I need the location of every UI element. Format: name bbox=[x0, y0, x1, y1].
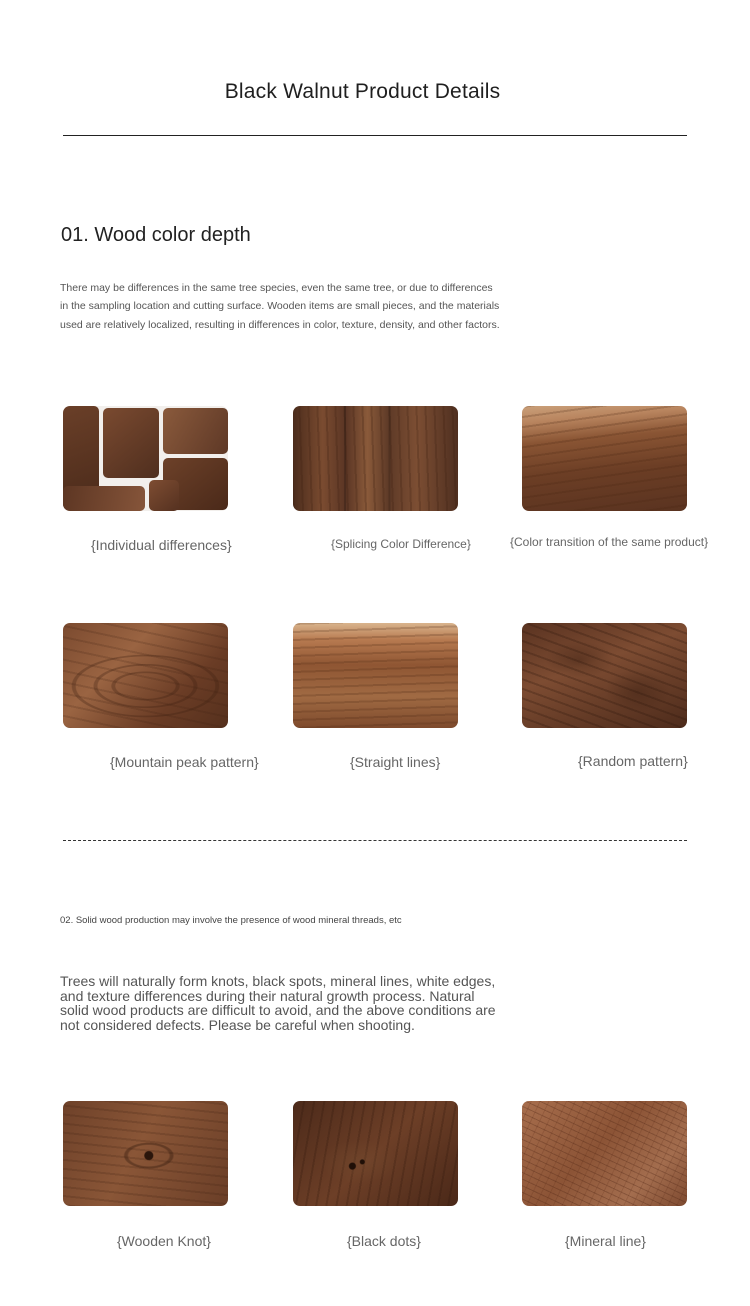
mountain-peak-pattern-image bbox=[63, 623, 228, 728]
section-divider bbox=[63, 840, 687, 841]
mountain-peak-pattern-caption: {Mountain peak pattern} bbox=[110, 754, 259, 770]
color-transition-image bbox=[522, 406, 687, 511]
section-2-description: Trees will naturally form knots, black spots, mineral lines, white edges, and texture differences during their natural growth process. Natural solid wood products are difficult to avoid, and the above conditions are not considered defects. Please be careful when shooting. bbox=[60, 973, 496, 1033]
black-dots-caption: {Black dots} bbox=[347, 1233, 421, 1249]
straight-lines-caption: {Straight lines} bbox=[350, 754, 441, 770]
title-divider bbox=[63, 135, 687, 136]
section-1-description: There may be differences in the same tree species, even the same tree, or due to differences in the sampling location and cutting surface. Wooden items are small pieces, and the materials used are relatively localized, resulting in differences in color, texture, density, and other factors. bbox=[60, 282, 500, 331]
wooden-knot-caption: {Wooden Knot} bbox=[117, 1233, 211, 1249]
individual-differences-image bbox=[63, 406, 228, 511]
random-pattern-caption: {Random pattern} bbox=[578, 753, 688, 769]
splicing-color-difference-caption: {Splicing Color Difference} bbox=[331, 537, 471, 551]
page-title: Black Walnut Product Details bbox=[224, 80, 501, 103]
black-dots-image bbox=[293, 1101, 458, 1206]
random-pattern-image bbox=[522, 623, 687, 728]
straight-lines-image bbox=[293, 623, 458, 728]
section-2-heading: 02. Solid wood production may involve the presence of wood mineral threads, etc bbox=[60, 915, 402, 926]
mineral-line-caption: {Mineral line} bbox=[565, 1233, 646, 1249]
wooden-knot-image bbox=[63, 1101, 228, 1206]
splicing-color-difference-image bbox=[293, 406, 458, 511]
color-transition-caption: {Color transition of the same product} bbox=[510, 535, 709, 549]
section-1-heading: 01. Wood color depth bbox=[61, 224, 251, 246]
mineral-line-image bbox=[522, 1101, 687, 1206]
individual-differences-caption: {Individual differences} bbox=[91, 537, 232, 553]
